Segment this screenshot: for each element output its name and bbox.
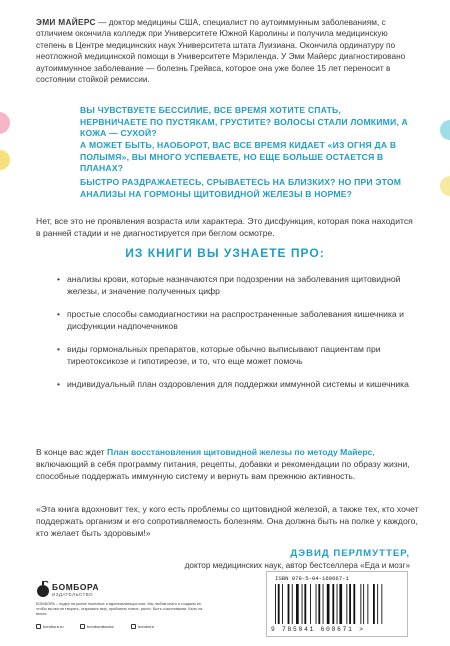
question: ВЫ ЧУВСТВУЕТЕ БЕССИЛИЕ, ВСЕ ВРЕМЯ ХОТИТЕ СПАТЬ, НЕРВНИЧАЕТЕ ПО ПУСТЯКАМ, ГРУСТИТЕ? ВОЛОСЫ СТАЛИ ЛОМКИМИ, А КОЖА — СУХОЙ? xyxy=(80,105,408,139)
social-link[interactable] xyxy=(131,624,154,629)
decorative-dot xyxy=(440,120,450,140)
conclusion-pre: В конце вас ждет xyxy=(36,447,108,457)
publisher-description: БОМБОРА – лидер на рынке полезных и вдохновляющих книг. Мы любим книги и создаем их, чтобы вы могли творить, открывать мир, пробовать новое, расти. Быть счастливыми. Быть на волне. xyxy=(36,602,203,616)
decorative-dot xyxy=(440,176,450,196)
publisher-name: БОМБОРА xyxy=(52,582,100,592)
social-label: bombora.ru xyxy=(43,624,64,629)
list-item: • простые способы самодиагностики на распространенные заболевания кишечника и дисфункции надпочечников xyxy=(67,308,417,332)
vk-icon xyxy=(80,624,85,629)
barcode-icon xyxy=(275,584,401,624)
decorative-dot xyxy=(0,112,10,134)
bombora-logo-icon xyxy=(36,580,50,598)
social-link[interactable] xyxy=(80,624,113,629)
answer-text: Нет, все это не проявления возраста или характера. Это дисфункция, которая пока находится в ранней стадии и не диагностируется при беглом осмотре. xyxy=(36,216,413,238)
author-bio-text: — доктор медицины США, специалист по аутоиммунным заболеваниям, с отличием окончила колледж при Университете Южной Каролины и получила медицинскую степень в Центре медицинских наук Университета штата Луизиана. Окончила ординатуру по неотложной медицинской помощи в Университете Мэриленда. У Эми Майерс диагностировано аутоиммунное заболевание — болезнь Грейвса, которое она уже более 15 лет переносит в состоянии стойкой ремиссии. xyxy=(36,17,406,85)
publisher-socials xyxy=(36,624,236,634)
author-bio xyxy=(36,17,416,85)
web-icon xyxy=(36,624,41,629)
social-link[interactable] xyxy=(36,624,63,629)
conclusion-highlight: План восстановления щитовидной железы по методу Майерс xyxy=(107,447,373,457)
question: БЫСТРО РАЗДРАЖАЕТЕСЬ, СРЫВАЕТЕСЬ НА БЛИЗКИХ? НО ПРИ ЭТОМ АНАЛИЗЫ НА ГОРМОНЫ ЩИТОВИДНОЙ ЖЕЛЕЗЫ В НОРМЕ? xyxy=(80,177,402,199)
isbn: ISBN 978-5-04-160667-1 xyxy=(275,575,349,582)
barcode-box xyxy=(266,571,408,637)
conclusion-text xyxy=(36,446,420,482)
list-item: • виды гормональных препаратов, которые обычно выписывают пациентам при тиреотоксикозе и гипотиреозе, и то, что еще может помочь xyxy=(67,343,417,367)
signature-name: ДЭВИД ПЕРЛМУТТЕР, xyxy=(290,548,410,559)
decorative-dot xyxy=(0,150,10,170)
section-title: ИЗ КНИГИ ВЫ УЗНАЕТЕ ПРО: xyxy=(125,246,325,260)
telegram-icon xyxy=(131,624,136,629)
list-item: • анализы крови, которые назначаются при подозрении на заболевания щитовидной железы, и значение полученных цифр xyxy=(67,273,417,297)
conclusion-post: , включающий в себя программу питания, рецепты, добавки и рекомендации по образу жизни, способные поддержать иммунную систему и вернуть вам прежнюю активность. xyxy=(36,447,410,481)
social-label: bomborabooks xyxy=(87,624,114,629)
social-label: bombora xyxy=(138,624,154,629)
barcode-number: 9 785041 608671 > xyxy=(271,626,365,633)
publisher-sub: ИЗДАТЕЛЬСТВО xyxy=(52,592,93,597)
bullet-list xyxy=(67,273,417,401)
signature-desc: доктор медицинских наук, автор бестселлера «Еда и мозг» xyxy=(184,561,410,570)
author-name: ЭМИ МАЙЕРС xyxy=(36,17,96,27)
question: А МОЖЕТ БЫТЬ, НАОБОРОТ, ВАС ВСЕ ВРЕМЯ КИДАЕТ «ИЗ ОГНЯ ДА В ПОЛЫМЯ», ВЫ МНОГО УСПЕВАЕТЕ, НО ЕЩЕ БОЛЬШЕ ОСТАЕТСЯ В ПЛАНАХ? xyxy=(80,140,397,174)
quote-text: «Эта книга вдохновит тех, у кого есть проблемы со щитовидной железой, а также тех, кто хочет поддержать организм и его сопротивляемость болезням. Она должна быть на полке у каждого, кто желает быть здоровым!» xyxy=(36,504,419,538)
list-item: • индивидуальный план оздоровления для поддержки иммунной системы и кишечника xyxy=(67,378,417,390)
